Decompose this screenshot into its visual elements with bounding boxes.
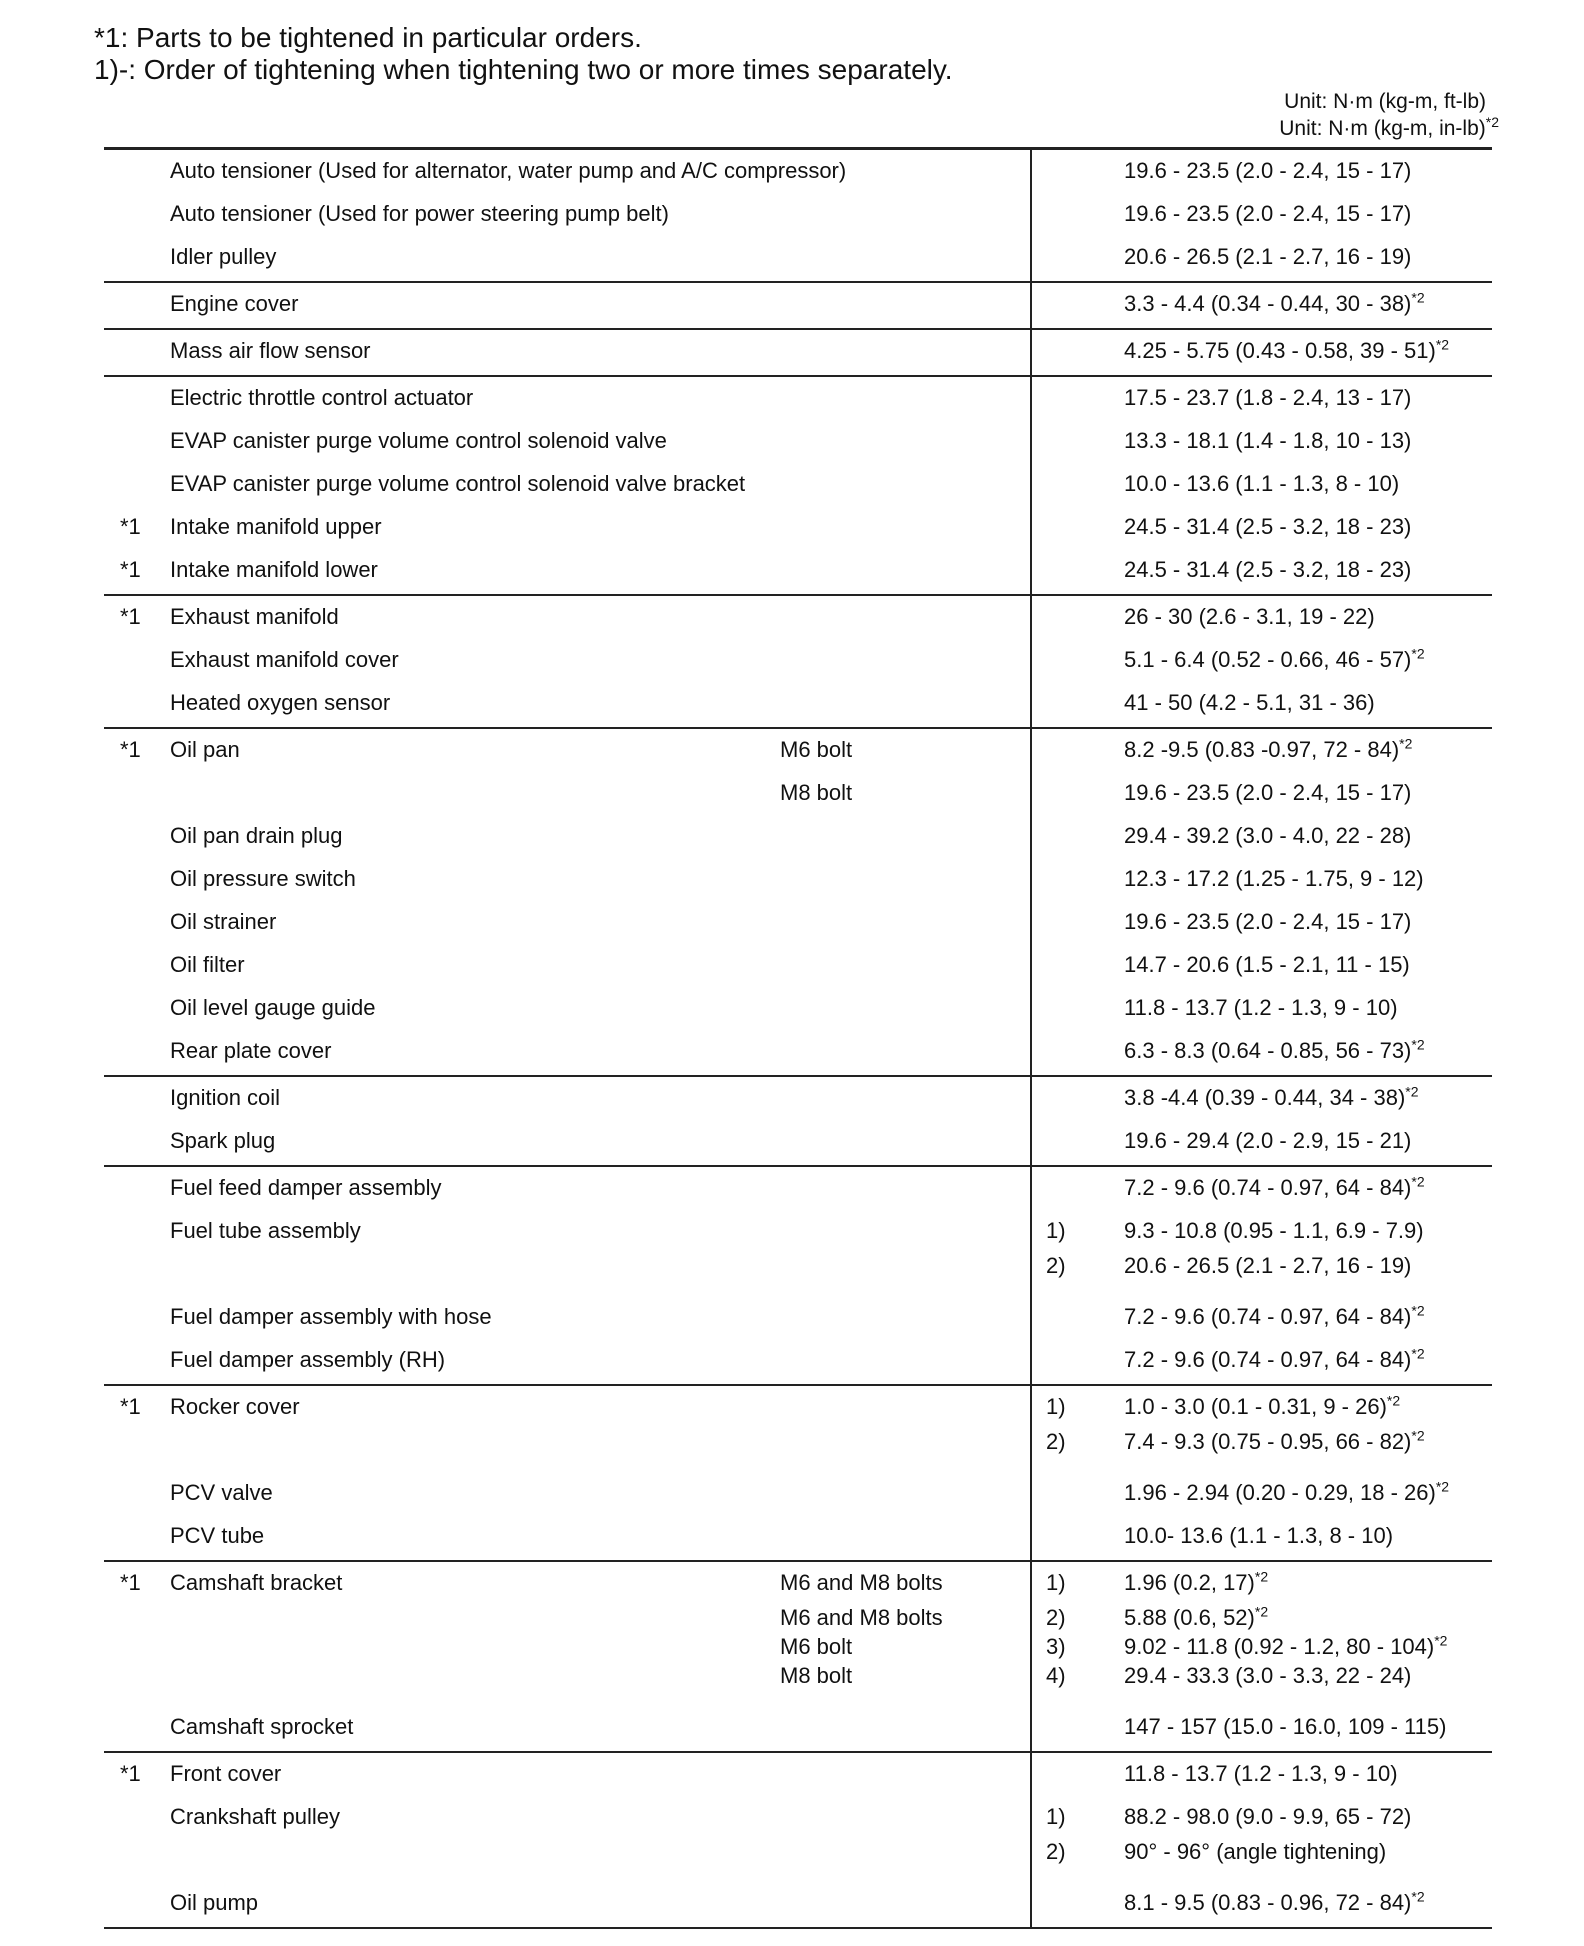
torque-value-text: 8.1 - 9.5 (0.83 - 0.96, 72 - 84) bbox=[1124, 1890, 1412, 1915]
table-group bbox=[104, 1753, 1492, 1929]
step-number: 3) bbox=[1046, 1634, 1066, 1659]
torque-value bbox=[1124, 338, 1449, 364]
torque-value-text: 4.25 - 5.75 (0.43 - 0.58, 39 - 51) bbox=[1124, 338, 1436, 363]
part-name: Intake manifold upper bbox=[170, 514, 382, 539]
step-number: 1) bbox=[1046, 1218, 1066, 1243]
torque-value bbox=[1124, 385, 1411, 411]
bolt-size: M6 and M8 bolts bbox=[780, 1605, 943, 1630]
torque-value bbox=[1124, 1523, 1393, 1549]
torque-value bbox=[1124, 952, 1410, 978]
table-row bbox=[104, 330, 1492, 373]
table-row bbox=[104, 236, 1492, 279]
torque-value-text: 7.2 - 9.6 (0.74 - 0.97, 64 - 84) bbox=[1124, 1304, 1412, 1329]
table-row bbox=[104, 1429, 1492, 1458]
torque-value bbox=[1124, 737, 1412, 763]
torque-value-text: 12.3 - 17.2 (1.25 - 1.75, 9 - 12) bbox=[1124, 866, 1424, 891]
torque-value bbox=[1124, 823, 1411, 849]
torque-value bbox=[1124, 1570, 1268, 1596]
bolt-size: M6 bolt bbox=[780, 737, 853, 762]
torque-value bbox=[1124, 1304, 1425, 1330]
torque-value bbox=[1124, 471, 1399, 497]
torque-value bbox=[1124, 1253, 1411, 1279]
table-row bbox=[104, 1030, 1492, 1073]
part-name: Fuel damper assembly with hose bbox=[170, 1304, 492, 1329]
bolt-size: M6 and M8 bolts bbox=[780, 1570, 943, 1595]
torque-value-text: 29.4 - 33.3 (3.0 - 3.3, 22 - 24) bbox=[1124, 1663, 1412, 1688]
table-row bbox=[104, 463, 1492, 506]
table-row bbox=[104, 1839, 1492, 1868]
torque-value bbox=[1124, 514, 1411, 540]
torque-value bbox=[1124, 1714, 1446, 1740]
torque-value bbox=[1124, 866, 1424, 892]
torque-value-text: 20.6 - 26.5 (2.1 - 2.7, 16 - 19) bbox=[1124, 1253, 1412, 1278]
torque-value-text: 11.8 - 13.7 (1.2 - 1.3, 9 - 10) bbox=[1124, 995, 1398, 1020]
in-lb-footnote: *2 bbox=[1399, 735, 1413, 752]
table-row bbox=[104, 1077, 1492, 1120]
table-row bbox=[104, 1562, 1492, 1605]
table-row bbox=[104, 815, 1492, 858]
part-name: Front cover bbox=[170, 1761, 282, 1786]
table-row bbox=[104, 858, 1492, 901]
order-mark: *1 bbox=[120, 737, 141, 762]
table-row bbox=[104, 729, 1492, 772]
part-name: Auto tensioner (Used for alternator, water pump and A/C compressor) bbox=[170, 158, 847, 183]
bolt-size: M6 bolt bbox=[780, 1634, 853, 1659]
part-name: Oil level gauge guide bbox=[170, 995, 376, 1020]
torque-value bbox=[1124, 1634, 1447, 1660]
table-row bbox=[104, 944, 1492, 987]
part-name: Rocker cover bbox=[170, 1394, 300, 1419]
table-group bbox=[104, 377, 1492, 596]
torque-value bbox=[1124, 244, 1411, 270]
torque-value bbox=[1124, 604, 1375, 630]
part-name: Oil pan drain plug bbox=[170, 823, 343, 848]
table-row bbox=[104, 1634, 1492, 1663]
torque-value-text: 19.6 - 29.4 (2.0 - 2.9, 15 - 21) bbox=[1124, 1128, 1412, 1153]
torque-value bbox=[1124, 1347, 1425, 1373]
note-order-marker: *1: Parts to be tightened in particular orders. bbox=[94, 22, 642, 53]
torque-table bbox=[104, 147, 1492, 1929]
part-name: Heated oxygen sensor bbox=[170, 690, 391, 715]
step-number: 1) bbox=[1046, 1804, 1066, 1829]
torque-value-text: 19.6 - 23.5 (2.0 - 2.4, 15 - 17) bbox=[1124, 201, 1412, 226]
torque-value bbox=[1124, 428, 1411, 454]
in-lb-footnote: *2 bbox=[1411, 645, 1425, 662]
in-lb-footnote: *2 bbox=[1254, 1568, 1269, 1585]
table-row bbox=[104, 901, 1492, 944]
torque-value-text: 90° - 96° (angle tightening) bbox=[1124, 1839, 1387, 1864]
table-row bbox=[104, 1663, 1492, 1692]
torque-value bbox=[1124, 995, 1398, 1021]
in-lb-footnote: *2 bbox=[1411, 289, 1425, 306]
table-group bbox=[104, 596, 1492, 729]
part-name: Oil pan bbox=[170, 737, 240, 762]
torque-value bbox=[1124, 1605, 1268, 1631]
in-lb-footnote: *2 bbox=[1405, 1083, 1419, 1100]
torque-value-text: 88.2 - 98.0 (9.0 - 9.9, 65 - 72) bbox=[1124, 1804, 1412, 1829]
part-name: Rear plate cover bbox=[170, 1038, 332, 1063]
torque-value bbox=[1124, 1890, 1425, 1916]
torque-value-text: 147 - 157 (15.0 - 16.0, 109 - 115) bbox=[1124, 1714, 1447, 1739]
table-row bbox=[104, 1605, 1492, 1634]
torque-value-text: 5.1 - 6.4 (0.52 - 0.66, 46 - 57) bbox=[1124, 647, 1412, 672]
table-row bbox=[104, 1167, 1492, 1210]
part-name: Oil strainer bbox=[170, 909, 277, 934]
torque-value bbox=[1124, 909, 1411, 935]
table-group bbox=[104, 1077, 1492, 1167]
torque-value bbox=[1124, 1839, 1386, 1865]
torque-value-text: 13.3 - 18.1 (1.4 - 1.8, 10 - 13) bbox=[1124, 428, 1412, 453]
table-row bbox=[104, 1253, 1492, 1282]
table-row bbox=[104, 506, 1492, 549]
torque-value bbox=[1124, 1663, 1411, 1689]
table-group bbox=[104, 1386, 1492, 1562]
table-row bbox=[104, 1472, 1492, 1515]
table-group bbox=[104, 330, 1492, 377]
table-row bbox=[104, 596, 1492, 639]
step-number: 4) bbox=[1046, 1663, 1066, 1688]
torque-value-text: 5.88 (0.6, 52) bbox=[1124, 1605, 1255, 1630]
step-number: 1) bbox=[1046, 1570, 1066, 1595]
torque-value-text: 8.2 -9.5 (0.83 -0.97, 72 - 84) bbox=[1124, 737, 1400, 762]
table-row bbox=[104, 1796, 1492, 1839]
torque-value-text: 29.4 - 39.2 (3.0 - 4.0, 22 - 28) bbox=[1124, 823, 1412, 848]
torque-value-text: 19.6 - 23.5 (2.0 - 2.4, 15 - 17) bbox=[1124, 158, 1412, 183]
in-lb-footnote: *2 bbox=[1411, 1173, 1425, 1190]
table-row bbox=[104, 682, 1492, 725]
table-group bbox=[104, 283, 1492, 330]
torque-value bbox=[1124, 201, 1411, 227]
torque-value-text: 24.5 - 31.4 (2.5 - 3.2, 18 - 23) bbox=[1124, 557, 1412, 582]
torque-value-text: 19.6 - 23.5 (2.0 - 2.4, 15 - 17) bbox=[1124, 909, 1412, 934]
table-row bbox=[104, 1706, 1492, 1749]
table-row bbox=[104, 1210, 1492, 1253]
torque-value-text: 24.5 - 31.4 (2.5 - 3.2, 18 - 23) bbox=[1124, 514, 1412, 539]
torque-value bbox=[1124, 1218, 1424, 1244]
table-row bbox=[104, 420, 1492, 463]
torque-value bbox=[1124, 1761, 1398, 1787]
part-name: Ignition coil bbox=[170, 1085, 281, 1110]
table-row bbox=[104, 283, 1492, 326]
order-mark: *1 bbox=[120, 1394, 141, 1419]
part-name: Oil pump bbox=[170, 1890, 259, 1915]
table-row bbox=[104, 987, 1492, 1030]
torque-value-text: 26 - 30 (2.6 - 3.1, 19 - 22) bbox=[1124, 604, 1375, 629]
step-number: 2) bbox=[1046, 1253, 1066, 1278]
in-lb-footnote: *2 bbox=[1411, 1888, 1425, 1905]
in-lb-footnote: *2 bbox=[1411, 1427, 1425, 1444]
torque-value bbox=[1124, 690, 1375, 716]
part-name: Spark plug bbox=[170, 1128, 276, 1153]
table-row bbox=[104, 549, 1492, 592]
torque-value bbox=[1124, 1480, 1449, 1506]
part-name: Electric throttle control actuator bbox=[170, 385, 474, 410]
torque-value-text: 10.0- 13.6 (1.1 - 1.3, 8 - 10) bbox=[1124, 1523, 1394, 1548]
torque-value bbox=[1124, 158, 1411, 184]
in-lb-footnote: *2 bbox=[1411, 1036, 1425, 1053]
part-name: Oil filter bbox=[170, 952, 245, 977]
torque-value bbox=[1124, 1128, 1411, 1154]
in-lb-footnote: *2 bbox=[1435, 1478, 1450, 1495]
table-row bbox=[104, 1120, 1492, 1163]
torque-value-text: 19.6 - 23.5 (2.0 - 2.4, 15 - 17) bbox=[1124, 780, 1412, 805]
unit-label-ft-lb: Unit: N·m (kg-m, ft-lb) bbox=[1284, 90, 1486, 113]
torque-value bbox=[1124, 1804, 1411, 1830]
torque-value bbox=[1124, 1085, 1419, 1111]
table-row bbox=[104, 639, 1492, 682]
torque-value-text: 41 - 50 (4.2 - 5.1, 31 - 36) bbox=[1124, 690, 1375, 715]
table-row bbox=[104, 772, 1492, 815]
part-name: Exhaust manifold cover bbox=[170, 647, 399, 672]
part-name: Oil pressure switch bbox=[170, 866, 356, 891]
order-mark: *1 bbox=[120, 1761, 141, 1786]
in-lb-footnote: *2 bbox=[1411, 1345, 1425, 1362]
torque-value-text: 6.3 - 8.3 (0.64 - 0.85, 56 - 73) bbox=[1124, 1038, 1412, 1063]
table-group bbox=[104, 1562, 1492, 1753]
table-row bbox=[104, 150, 1492, 193]
bolt-size: M8 bolt bbox=[780, 1663, 853, 1688]
torque-value-text: 9.3 - 10.8 (0.95 - 1.1, 6.9 - 7.9) bbox=[1124, 1218, 1424, 1243]
order-mark: *1 bbox=[120, 1570, 141, 1595]
part-name: Auto tensioner (Used for power steering pump belt) bbox=[170, 201, 669, 226]
part-name: Intake manifold lower bbox=[170, 557, 378, 582]
torque-value bbox=[1124, 1175, 1425, 1201]
part-name: Camshaft sprocket bbox=[170, 1714, 354, 1739]
torque-value bbox=[1124, 1038, 1425, 1064]
torque-value-text: 1.96 (0.2, 17) bbox=[1124, 1570, 1255, 1595]
table-row bbox=[104, 1515, 1492, 1558]
part-name: Crankshaft pulley bbox=[170, 1804, 340, 1829]
table-row bbox=[104, 1296, 1492, 1339]
table-group bbox=[104, 147, 1492, 283]
unit-label-in-lb-text: Unit: N·m (kg-m, in-lb) bbox=[1279, 117, 1486, 140]
torque-value-text: 20.6 - 26.5 (2.1 - 2.7, 16 - 19) bbox=[1124, 244, 1412, 269]
table-row bbox=[104, 193, 1492, 236]
table-row bbox=[104, 1386, 1492, 1429]
order-mark: *1 bbox=[120, 514, 141, 539]
part-name: PCV tube bbox=[170, 1523, 265, 1548]
torque-value-text: 1.96 - 2.94 (0.20 - 0.29, 18 - 26) bbox=[1124, 1480, 1436, 1505]
torque-value bbox=[1124, 1394, 1400, 1420]
unit-label-in-lb bbox=[1279, 116, 1499, 142]
torque-value bbox=[1124, 780, 1411, 806]
part-name: Fuel tube assembly bbox=[170, 1218, 361, 1243]
step-number: 2) bbox=[1046, 1605, 1066, 1630]
in-lb-footnote: *2 bbox=[1254, 1603, 1269, 1620]
torque-value-text: 3.3 - 4.4 (0.34 - 0.44, 30 - 38) bbox=[1124, 291, 1412, 316]
step-number: 1) bbox=[1046, 1394, 1066, 1419]
part-name: EVAP canister purge volume control solenoid valve bbox=[170, 428, 667, 453]
step-number: 2) bbox=[1046, 1429, 1066, 1454]
step-number: 2) bbox=[1046, 1839, 1066, 1864]
in-lb-footnote: *2 bbox=[1386, 1392, 1401, 1409]
part-name: Fuel damper assembly (RH) bbox=[170, 1347, 446, 1372]
in-lb-footnote: *2 bbox=[1411, 1302, 1425, 1319]
torque-value-text: 1.0 - 3.0 (0.1 - 0.31, 9 - 26) bbox=[1124, 1394, 1387, 1419]
table-row bbox=[104, 1753, 1492, 1796]
in-lb-footnote: *2 bbox=[1434, 1632, 1448, 1649]
part-name: Idler pulley bbox=[170, 244, 277, 269]
part-name: Engine cover bbox=[170, 291, 299, 316]
table-group bbox=[104, 729, 1492, 1077]
torque-value-text: 17.5 - 23.7 (1.8 - 2.4, 13 - 17) bbox=[1124, 385, 1412, 410]
part-name: PCV valve bbox=[170, 1480, 273, 1505]
in-lb-footnote: *2 bbox=[1435, 336, 1450, 353]
torque-value bbox=[1124, 557, 1411, 583]
part-name: Fuel feed damper assembly bbox=[170, 1175, 442, 1200]
torque-value-text: 9.02 - 11.8 (0.92 - 1.2, 80 - 104) bbox=[1124, 1634, 1435, 1659]
part-name: Mass air flow sensor bbox=[170, 338, 371, 363]
torque-value-text: 14.7 - 20.6 (1.5 - 2.1, 11 - 15) bbox=[1124, 952, 1410, 977]
torque-value-text: 3.8 -4.4 (0.39 - 0.44, 34 - 38) bbox=[1124, 1085, 1406, 1110]
order-mark: *1 bbox=[120, 557, 141, 582]
part-name: EVAP canister purge volume control solenoid valve bracket bbox=[170, 471, 746, 496]
torque-value-text: 7.4 - 9.3 (0.75 - 0.95, 66 - 82) bbox=[1124, 1429, 1412, 1454]
torque-value-text: 7.2 - 9.6 (0.74 - 0.97, 64 - 84) bbox=[1124, 1175, 1412, 1200]
torque-value-text: 11.8 - 13.7 (1.2 - 1.3, 9 - 10) bbox=[1124, 1761, 1398, 1786]
torque-value bbox=[1124, 647, 1425, 673]
order-mark: *1 bbox=[120, 604, 141, 629]
table-row bbox=[104, 377, 1492, 420]
torque-value-text: 7.2 - 9.6 (0.74 - 0.97, 64 - 84) bbox=[1124, 1347, 1412, 1372]
torque-value bbox=[1124, 1429, 1425, 1455]
table-group bbox=[104, 1167, 1492, 1386]
table-row bbox=[104, 1339, 1492, 1382]
part-name: Camshaft bracket bbox=[170, 1570, 343, 1595]
note-step-order: 1)-: Order of tightening when tightening two or more times separately. bbox=[94, 54, 953, 85]
torque-value-text: 10.0 - 13.6 (1.1 - 1.3, 8 - 10) bbox=[1124, 471, 1400, 496]
bolt-size: M8 bolt bbox=[780, 780, 853, 805]
torque-value bbox=[1124, 291, 1425, 317]
table-row bbox=[104, 1882, 1492, 1925]
part-name: Exhaust manifold bbox=[170, 604, 339, 629]
unit-label-footnote: *2 bbox=[1485, 114, 1499, 130]
